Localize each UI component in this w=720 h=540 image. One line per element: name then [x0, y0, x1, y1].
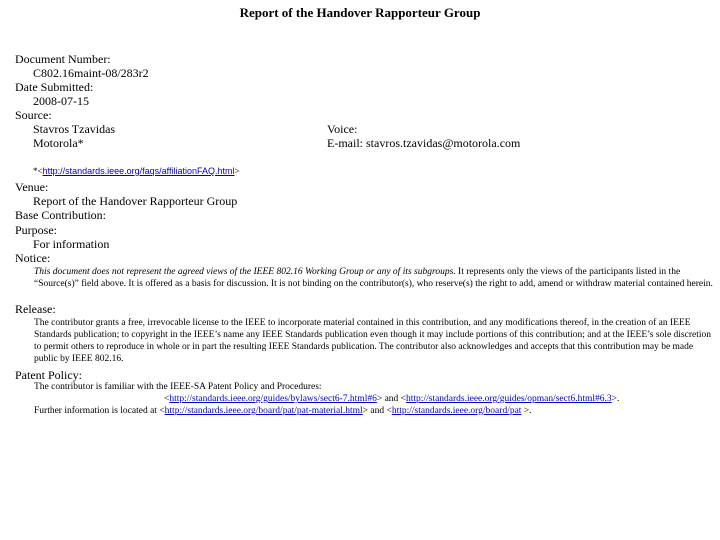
notice-rest: . It represents only the views of the participants listed in the “Source(s)” field above. It is offered as a basis for discussion. It is not binding on the contributor(s), who reserve(s) the right to add, amend or withdraw material contained herein. [34, 267, 713, 289]
purpose-value: For information [33, 237, 110, 251]
voice-label: Voice: [327, 122, 358, 136]
patent-line-3-pre: Further information is located at < [34, 406, 165, 416]
affiliation-note [33, 166, 240, 176]
patent-line-1: The contributor is familiar with the IEEE-SA Patent Policy and Procedures: [34, 382, 322, 392]
release-label: Release: [15, 302, 56, 316]
document-number-label: Document Number: [15, 52, 111, 66]
affiliation-faq-link[interactable]: http://standards.ieee.org/faqs/affiliationFAQ.html [42, 166, 235, 176]
venue-label: Venue: [15, 180, 49, 194]
notice-italic: This document does not represent the agreed views of the IEEE 802.16 Working Group or any of its subgroups [34, 267, 454, 277]
patent-policy-label: Patent Policy: [15, 368, 82, 382]
email-line [327, 136, 520, 150]
bylaws-link[interactable]: http://standards.ieee.org/guides/bylaws/sect6-7.html#6 [169, 394, 377, 404]
patent-line-2-post: >. [611, 394, 620, 404]
notice-text [34, 266, 714, 290]
pat-board-link[interactable]: http://standards.ieee.org/board/pat [391, 406, 522, 416]
affiliation-prefix: *< [33, 166, 43, 176]
email-value: stavros.tzavidas@motorola.com [366, 136, 521, 150]
patent-line-3 [34, 405, 532, 417]
patent-line-2 [164, 393, 619, 405]
document-number-value: C802.16maint-08/283r2 [33, 66, 149, 80]
purpose-label: Purpose: [15, 223, 57, 237]
date-submitted-label: Date Submitted: [15, 80, 94, 94]
patent-line-2-pre: < [164, 394, 170, 404]
affiliation-suffix: > [234, 166, 240, 176]
email-label: E-mail: [327, 136, 363, 150]
author-name: Stavros Tzavidas [33, 122, 116, 136]
patent-line-3-mid: > and < [362, 406, 392, 416]
patent-line-2-mid: > and < [376, 394, 407, 404]
page-title: Report of the Handover Rapporteur Group [239, 5, 481, 20]
author-organization: Motorola* [33, 136, 84, 150]
pat-material-link[interactable]: http://standards.ieee.org/board/pat/pat-material.html [164, 406, 363, 416]
opman-link[interactable]: http://standards.ieee.org/guides/opman/sect6.html#6.3 [406, 394, 612, 404]
date-submitted-value: 2008-07-15 [33, 94, 89, 108]
venue-value: Report of the Handover Rapporteur Group [33, 194, 238, 208]
release-text: The contributor grants a free, irrevocable license to the IEEE to incorporate material contained in this contribution, and any modifications thereof, in the creation of an IEEE Standards publication; to copyright in the IEEE’s name any IEEE Standards publication even though it may include portions of this contribution; and at the IEEE’s sole discretion to permit others to reproduce in whole or in part the resulting IEEE Standards publication. The contributor also acknowledges and accepts that this contribution may be made public by IEEE 802.16. [34, 318, 711, 364]
source-label: Source: [15, 108, 52, 122]
patent-line-3-post: >. [521, 406, 532, 416]
notice-label: Notice: [15, 251, 51, 265]
base-contribution-label: Base Contribution: [15, 208, 106, 222]
